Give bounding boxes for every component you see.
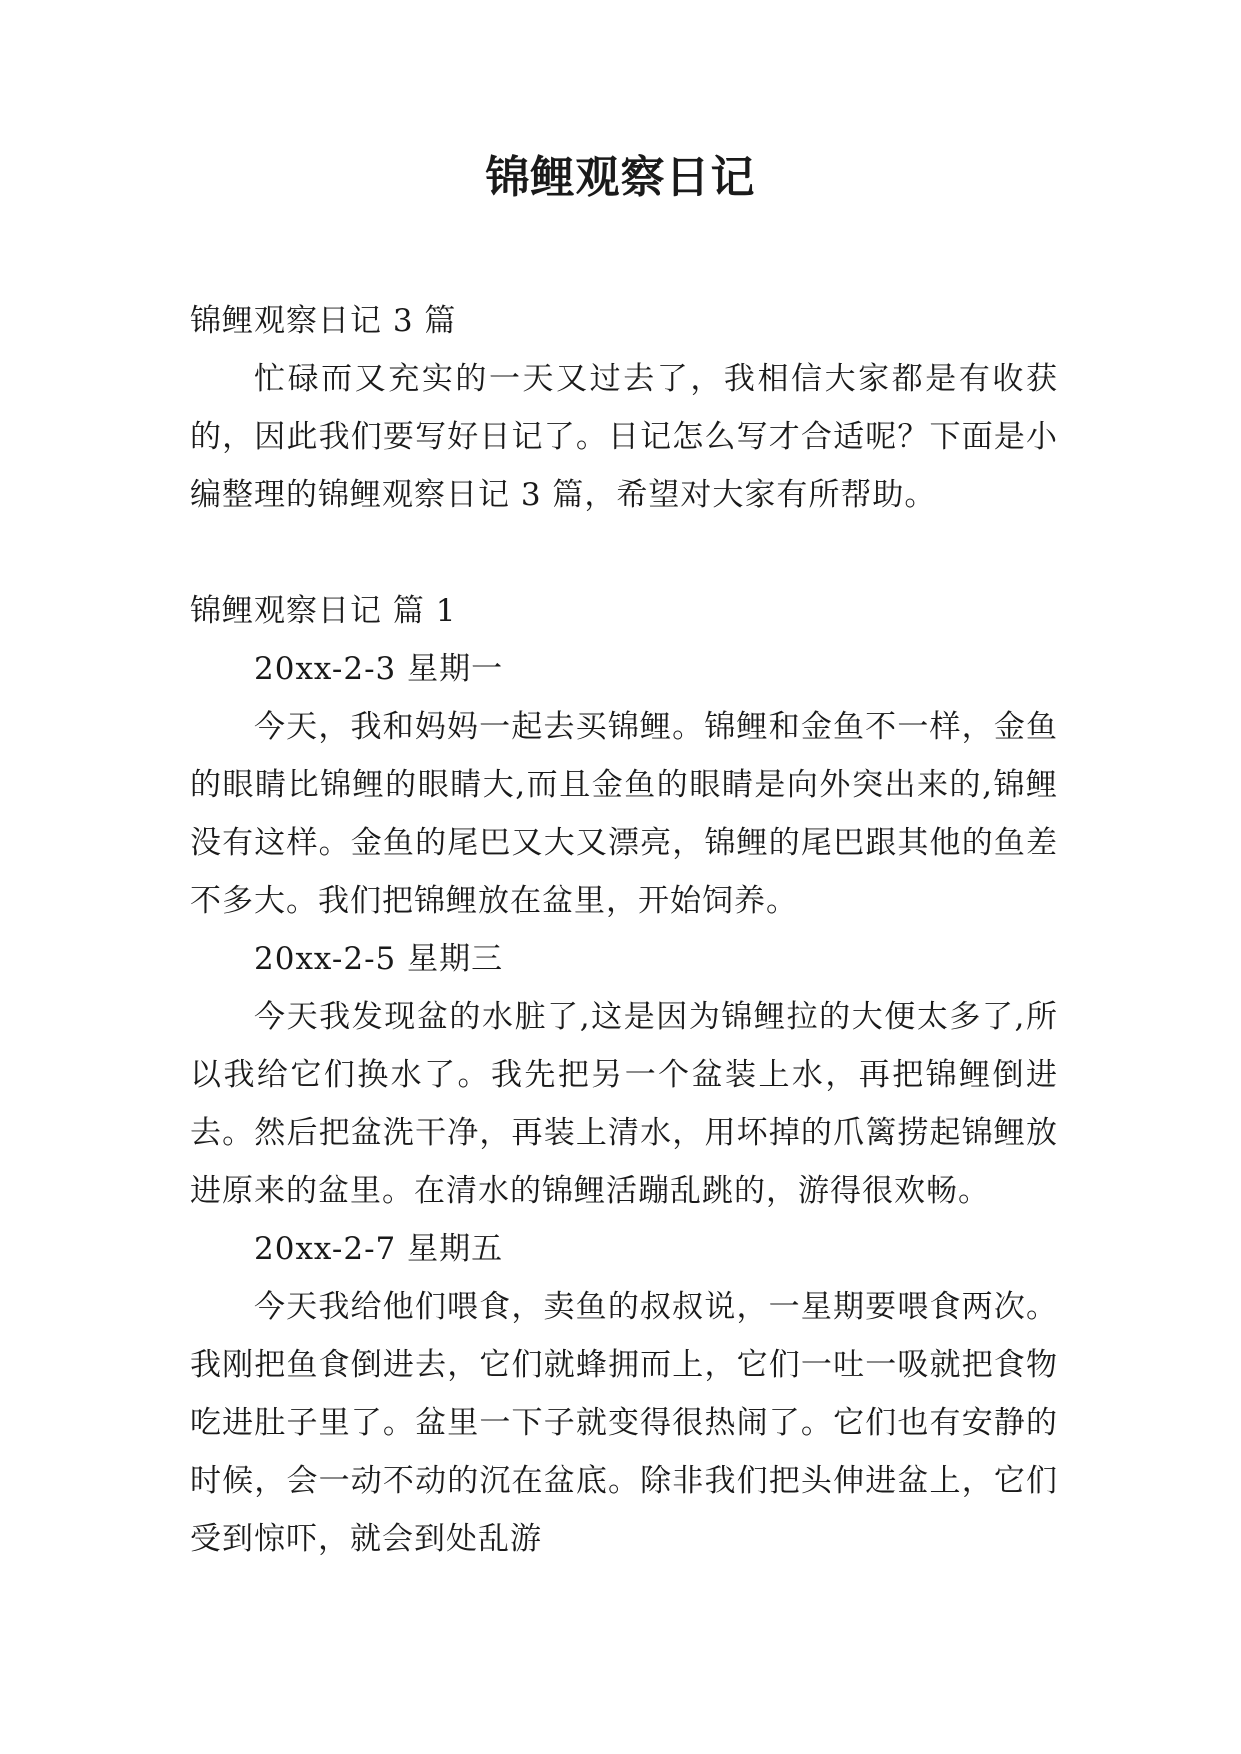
entry-paragraph: 今天，我和妈妈一起去买锦鲤。锦鲤和金鱼不一样，金鱼的眼睛比锦鲤的眼睛大,而且金鱼的眼睛是向外突出来的,锦鲤没有这样。金鱼的尾巴又大又漂亮，锦鲤的尾巴跟其他的鱼差不多大。我们把锦鲤放在盆里，开始饲养。 xyxy=(190,709,1058,919)
entry-paragraph: 今天我给他们喂食，卖鱼的叔叔说，一星期要喂食两次。我刚把鱼食倒进去，它们就蜂拥而上，它们一吐一吸就把食物吃进肚子里了。盆里一下子就变得很热闹了。它们也有安静的时候，会一动不动的沉在盆底。除非我们把头伸进盆上，它们受到惊吓，就会到处乱游 xyxy=(190,1289,1058,1557)
document-subtitle: 锦鲤观察日记 3 篇 xyxy=(190,303,457,339)
entry-date: 20xx-2-7 星期五 xyxy=(254,1231,504,1267)
document-body xyxy=(190,292,1058,1568)
entry-date: 20xx-2-3 星期一 xyxy=(254,651,504,687)
section-heading: 锦鲤观察日记 篇 1 xyxy=(190,593,457,629)
entry-date: 20xx-2-5 星期三 xyxy=(254,941,504,977)
paragraph-gap xyxy=(190,524,1058,582)
entry-paragraph: 今天我发现盆的水脏了,这是因为锦鲤拉的大便太多了,所以我给它们换水了。我先把另一个盆装上水，再把锦鲤倒进去。然后把盆洗干净，再装上清水，用坏掉的爪篱捞起锦鲤放进原来的盆里。在清水的锦鲤活蹦乱跳的，游得很欢畅。 xyxy=(190,999,1058,1209)
document-title: 锦鲤观察日记 xyxy=(485,152,756,203)
intro-paragraph: 忙碌而又充实的一天又过去了，我相信大家都是有收获的，因此我们要写好日记了。日记怎么写才合适呢？下面是小编整理的锦鲤观察日记 3 篇，希望对大家有所帮助。 xyxy=(190,361,1058,513)
